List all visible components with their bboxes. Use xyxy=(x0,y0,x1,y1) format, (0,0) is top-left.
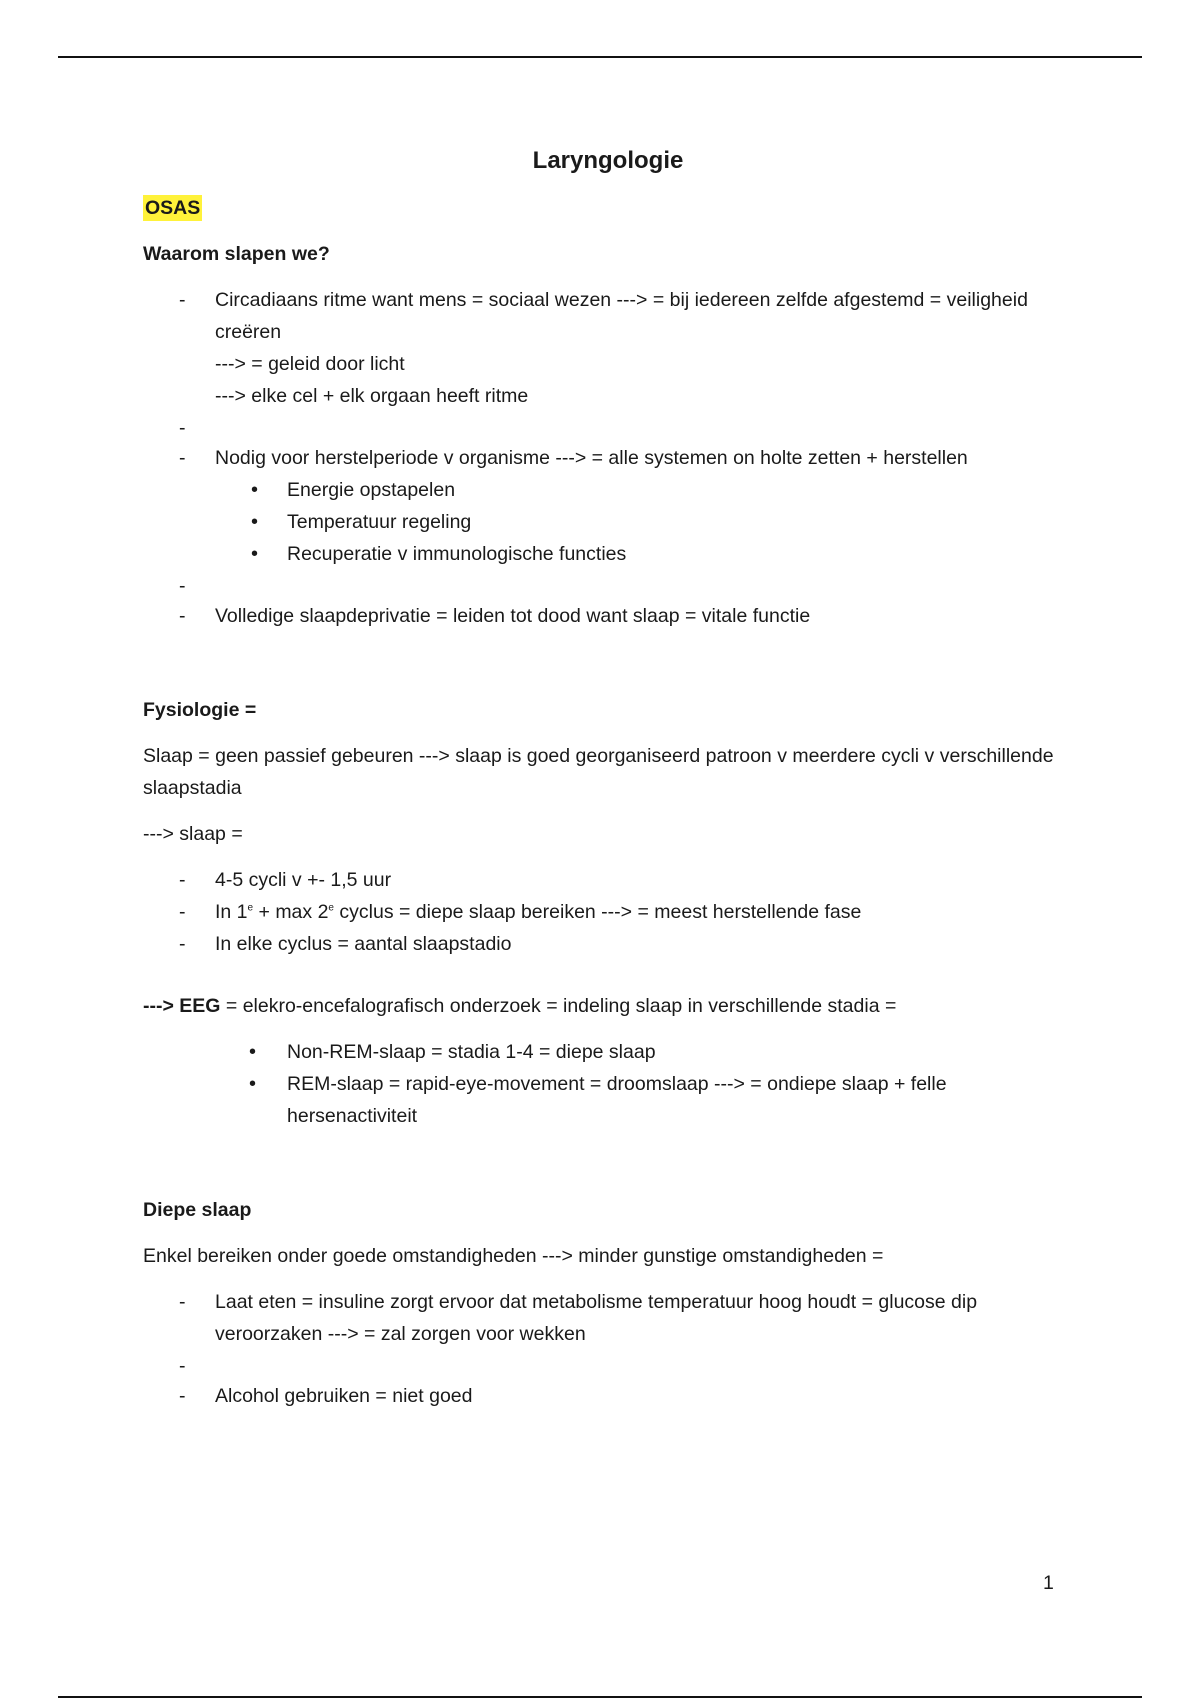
header-rule xyxy=(58,56,1142,58)
list-item: - Laat eten = insuline zorgt ervoor dat metabolisme temperatuur hoog houdt = glucose dip veroorzaken ---> = zal zorgen voor wekken xyxy=(143,1286,1073,1350)
eeg-label: ---> EEG xyxy=(143,995,221,1017)
section3-list xyxy=(143,1286,1073,1412)
section-heading-fysiologie: Fysiologie = xyxy=(143,699,257,721)
list-item: - Alcohol gebruiken = niet goed xyxy=(143,1380,1073,1412)
list-item: - In $1^e + \max 2e$ cyclus = diepe slaap bereiken ---> = meest herstellende fase xyxy=(143,896,1073,928)
bullet-item: • Temperatuur regeling xyxy=(215,506,1073,538)
paragraph: ---> slaap = xyxy=(143,823,243,845)
document-page xyxy=(143,130,1073,1412)
section2-list xyxy=(143,864,1073,960)
eeg-bullet-list xyxy=(143,1036,1073,1132)
topic-tag-row xyxy=(143,192,1073,224)
list-item: - Volledige slaapdeprivatie = leiden tot dood want slaap = vitale functie xyxy=(143,600,1073,632)
page-title: Laryngologie xyxy=(532,147,684,174)
page-number: 1 xyxy=(1043,1572,1054,1594)
highlighted-topic-tag: OSAS xyxy=(145,197,201,219)
section-heading-diepe-slaap: Diepe slaap xyxy=(143,1199,252,1221)
eeg-paragraph: ---> EEG = elekro-encefalografisch onderzoek = indeling slaap in verschillende stadia = xyxy=(143,995,897,1017)
paragraph: Enkel bereiken onder goede omstandigheden ---> minder gunstige omstandigheden = xyxy=(143,1245,884,1267)
sub-bullet-list xyxy=(215,474,1073,570)
section-heading-waarom: Waarom slapen we? xyxy=(143,243,330,265)
list-item: - Nodig voor herstelperiode v organisme ---> = alle systemen on holte zetten + herstellen • Energie opstapelen • Temperatuur regeling • Recuperatie v immunologische functies xyxy=(143,442,1073,570)
bullet-item: • REM-slaap = rapid-eye-movement = droomslaap ---> = ondiepe slaap + felle hersenactiviteit xyxy=(143,1068,1073,1132)
bullet-item: • Non-REM-slaap = stadia 1-4 = diepe slaap xyxy=(143,1036,1073,1068)
list-item: - In elke cyclus = aantal slaapstadio xyxy=(143,928,1073,960)
bullet-item: • Energie opstapelen xyxy=(215,474,1073,506)
list-item: - Circadiaans ritme want mens = sociaal wezen ---> = bij iedereen zelfde afgestemd = veiligheid creëren ---> = geleid door licht ---> elke cel + elk orgaan heeft ritme xyxy=(143,284,1073,412)
footer-rule xyxy=(58,1696,1142,1698)
paragraph: Slaap = geen passief gebeuren ---> slaap is goed georganiseerd patroon v meerdere cycli v verschillende slaapstadia xyxy=(143,745,1054,799)
list-item: - 4-5 cycli v +- 1,5 uur xyxy=(143,864,1073,896)
section1-list xyxy=(143,284,1073,632)
bullet-item: • Recuperatie v immunologische functies xyxy=(215,538,1073,570)
